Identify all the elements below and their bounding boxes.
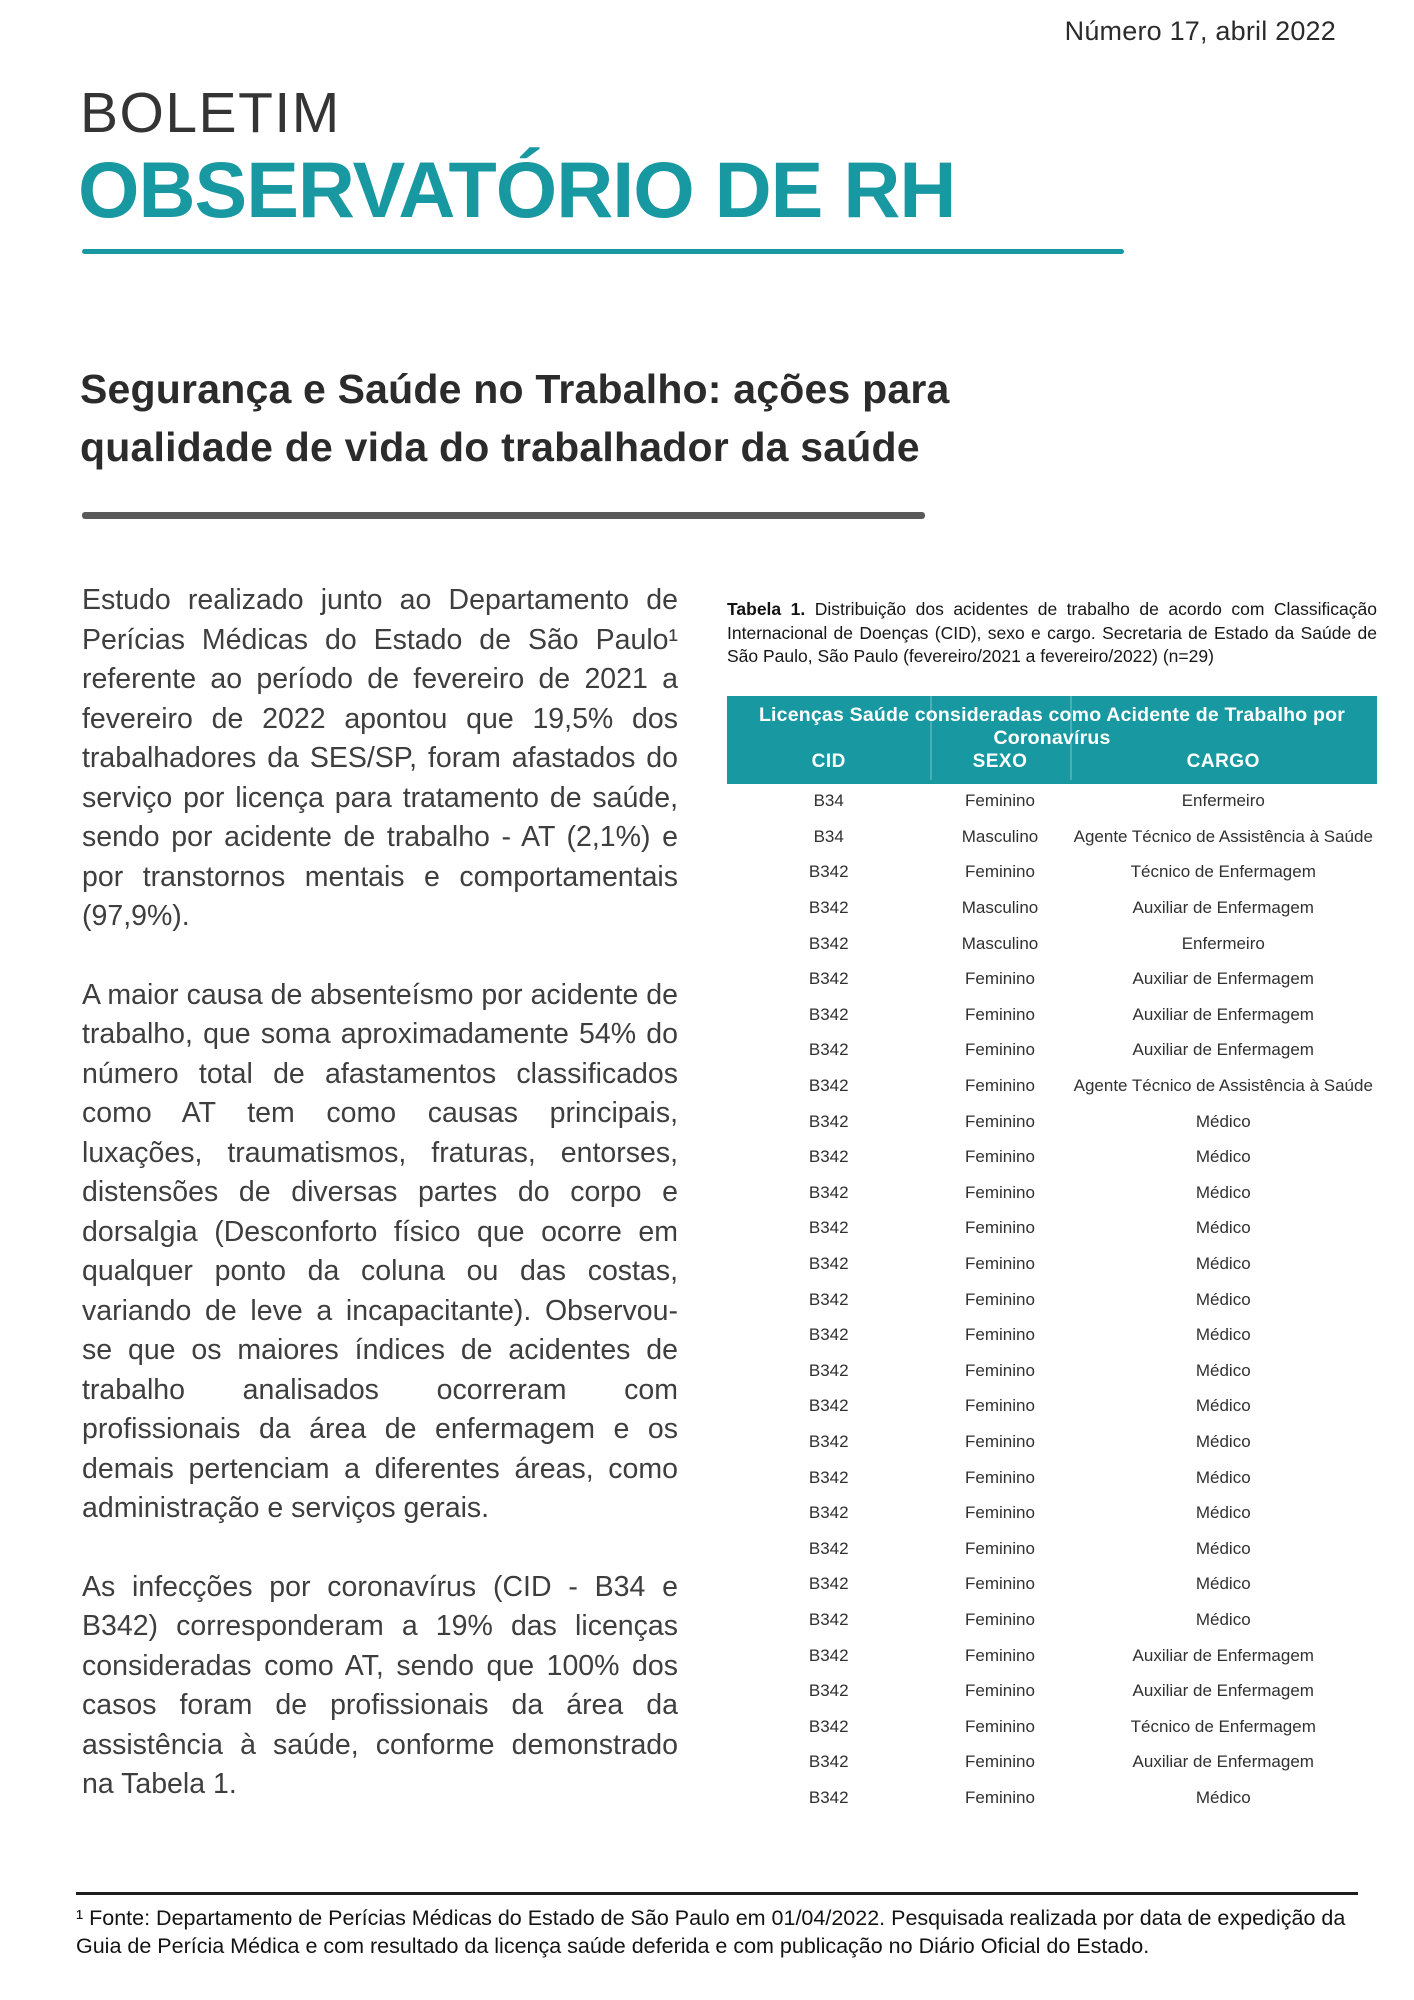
table-cell: Feminino [965,1325,1035,1345]
table-cell: B34 [813,791,844,811]
table-cell: Masculino [961,826,1039,846]
table-cell: Feminino [965,791,1035,811]
table-row [727,961,1377,997]
table-body [727,784,1377,1816]
table-row [727,784,1377,820]
table-cell: Auxiliar de Enfermagem [1132,1752,1314,1772]
table-cell: B342 [808,969,849,989]
table-cell: Feminino [965,1681,1035,1701]
masthead-kicker: BOLETIM [80,81,341,145]
table-cell: Médico [1195,1218,1251,1238]
table-cell: B342 [808,898,849,918]
table-cell: Feminino [965,1467,1035,1487]
table-cell: B342 [808,1360,849,1380]
table-cell: B342 [808,1716,849,1736]
table-cell: Feminino [965,1360,1035,1380]
column-header-cid: CID [727,750,930,784]
table-cell: Feminino [965,969,1035,989]
table-cell: Feminino [965,1147,1035,1167]
table-cell: B342 [808,862,849,882]
table-cell: B342 [808,1289,849,1309]
table-row [727,997,1377,1033]
table-cell: B342 [808,1396,849,1416]
table-cell: Médico [1195,1182,1251,1202]
table-cell: Feminino [965,1004,1035,1024]
table-row [727,855,1377,891]
table-cell: Médico [1195,1254,1251,1274]
table-row [727,1033,1377,1069]
table-cell: Masculino [961,898,1039,918]
table-row [727,890,1377,926]
table-row [727,1673,1377,1709]
table-cell: Feminino [965,1431,1035,1451]
table-header-title: Licenças Saúde consideradas como Acidente de Trabalho por Coronavírus [727,696,1377,750]
table-row [727,1602,1377,1638]
table-cell: Auxiliar de Enfermagem [1132,1645,1314,1665]
table-cell: Médico [1195,1431,1251,1451]
table-cell: Enfermeiro [1181,933,1265,953]
table-cell: B34 [813,826,844,846]
body-paragraph-1: Estudo realizado junto ao Departamento de Perícias Médicas do Estado de São Paulo¹ referente ao período de fevereiro de 2021 a fevereiro de 2022 apontou que 19,5% dos trabalhadores da SES/SP, foram afastados do serviço por licença para tratamento de saúde, sendo por acidente de trabalho - AT (2,1%) e por transtornos mentais e comportamentais (97,9%). [82,584,678,932]
table-cell: Médico [1195,1574,1251,1594]
title-divider [82,512,925,519]
table-cell: Médico [1195,1147,1251,1167]
table-cell: B342 [808,1147,849,1167]
table-cell: B342 [808,1218,849,1238]
table-cell: B342 [808,1325,849,1345]
article-title: Segurança e Saúde no Trabalho: ações para qualidade de vida do trabalhador da saúde [80,366,950,470]
table-cell: Auxiliar de Enfermagem [1132,898,1314,918]
table-cell: Feminino [965,1289,1035,1309]
table-row [727,1424,1377,1460]
table-cell: Feminino [965,1218,1035,1238]
table-cell: Auxiliar de Enfermagem [1132,1004,1314,1024]
table-row [727,1567,1377,1603]
table-cell: Médico [1195,1289,1251,1309]
table-row [727,1104,1377,1140]
table-cell: Feminino [965,1076,1035,1096]
table-row [727,1068,1377,1104]
table-cell: B342 [808,1111,849,1131]
body-paragraph-2: A maior causa de absenteísmo por acidente de trabalho, que soma aproximadamente 54% do número total de afastamentos classificados como AT tem como causas principais, luxações, traumatismos, fraturas, entorses, distensões de diversas partes do corpo e dorsalgia (Desconforto físico que ocorre em qualquer ponto da coluna ou das costas, variando de leve a incapacitante). Observou-se que os maiores índices de acidentes de trabalho analisados ocorreram com profissionais da área de enfermagem e os demais pertenciam a diferentes áreas, como administração e serviços gerais. [82,978,678,1524]
table-cell: Auxiliar de Enfermagem [1132,969,1314,989]
table-cell: B342 [808,1645,849,1665]
table-cell: Técnico de Enfermagem [1130,1716,1316,1736]
table-cell: B342 [808,1503,849,1523]
table-cell: Feminino [965,1538,1035,1558]
table-cell: B342 [808,1182,849,1202]
table-cell: Médico [1195,1396,1251,1416]
table-caption-text: Distribuição dos acidentes de trabalho de acordo com Classificação Internacional de Doenças (CID), sexo e cargo. Secretaria de Estado da Saúde de São Paulo, São Paulo (fevereiro/2021 a fevereiro/2022) (n=29) [727,599,1377,666]
table-cell: Feminino [965,1254,1035,1274]
table-cell: Feminino [965,1716,1035,1736]
table-cell: B342 [808,933,849,953]
table-cell: Agente Técnico de Assistência à Saúde [1073,826,1373,846]
table-cell: Médico [1195,1111,1251,1131]
accidents-table [727,696,1377,1816]
table-cell: B342 [808,1538,849,1558]
table-caption-label: Tabela 1. [727,599,806,619]
table-cell: Feminino [965,1574,1035,1594]
footnote [76,1892,1358,1960]
table-row [727,926,1377,962]
table-header [727,696,1377,784]
table-cell: B342 [808,1040,849,1060]
table-cell: B342 [808,1787,849,1807]
table-cell: Médico [1195,1787,1251,1807]
table-cell: B342 [808,1431,849,1451]
table-cell: B342 [808,1574,849,1594]
table-row [727,1389,1377,1425]
table-row [727,1246,1377,1282]
table-row [727,1317,1377,1353]
table-cell: Feminino [965,1787,1035,1807]
issue-date: Número 17, abril 2022 [1064,16,1336,46]
table-cell: Médico [1195,1609,1251,1629]
footnote-text: ¹ Fonte: Departamento de Perícias Médicas do Estado de São Paulo em 01/04/2022. Pesquisada realizada por data de expedição da Guia de Perícia Médica e com resultado da licença saúde deferida e com publicação no Diário Oficial do Estado. [76,1906,1346,1958]
table-cell: Feminino [965,1396,1035,1416]
table-cell: Feminino [965,1040,1035,1060]
table-row [727,819,1377,855]
table-cell: Feminino [965,1752,1035,1772]
table-cell: B342 [808,1752,849,1772]
table-cell: Agente Técnico de Assistência à Saúde [1073,1076,1373,1096]
table-cell: Feminino [965,862,1035,882]
table-cell: Auxiliar de Enfermagem [1132,1040,1314,1060]
table-cell: Técnico de Enfermagem [1130,862,1316,882]
table-row [727,1282,1377,1318]
table-row [727,1745,1377,1781]
table-cell: B342 [808,1609,849,1629]
table-row [727,1211,1377,1247]
table-cell: B342 [808,1681,849,1701]
table-cell: Feminino [965,1182,1035,1202]
table-row [727,1709,1377,1745]
table-cell: B342 [808,1467,849,1487]
table-row [727,1460,1377,1496]
masthead-underline [82,249,1124,254]
table-row [727,1495,1377,1531]
table-cell: Auxiliar de Enfermagem [1132,1681,1314,1701]
column-header-sexo: SEXO [930,750,1069,784]
table-cell: Médico [1195,1360,1251,1380]
table-row [727,1531,1377,1567]
body-paragraph-3: As infecções por coronavírus (CID - B34 e B342) corresponderam a 19% das licenças consideradas como AT, sendo que 100% dos casos foram de profissionais da área da assistência à saúde, conforme demonstrado na Tabela 1. [82,1570,678,1800]
table-row [727,1780,1377,1816]
table-row [727,1139,1377,1175]
table-cell: B342 [808,1254,849,1274]
table-section [727,598,1379,1816]
table-row [727,1175,1377,1211]
table-cell: Feminino [965,1111,1035,1131]
table-row [727,1353,1377,1389]
table-cell: Médico [1195,1538,1251,1558]
table-cell: Enfermeiro [1181,791,1265,811]
table-row [727,1638,1377,1674]
article-body [82,581,678,1844]
table-cell: Feminino [965,1645,1035,1665]
table-cell: B342 [808,1076,849,1096]
table-cell: Médico [1195,1325,1251,1345]
masthead-title: OBSERVATÓRIO DE RH [78,145,956,234]
table-cell: B342 [808,1004,849,1024]
table-caption [727,598,1377,669]
table-cell: Masculino [961,933,1039,953]
table-cell: Médico [1195,1467,1251,1487]
column-header-cargo: CARGO [1070,750,1377,784]
table-cell: Médico [1195,1503,1251,1523]
table-cell: Feminino [965,1609,1035,1629]
table-cell: Feminino [965,1503,1035,1523]
